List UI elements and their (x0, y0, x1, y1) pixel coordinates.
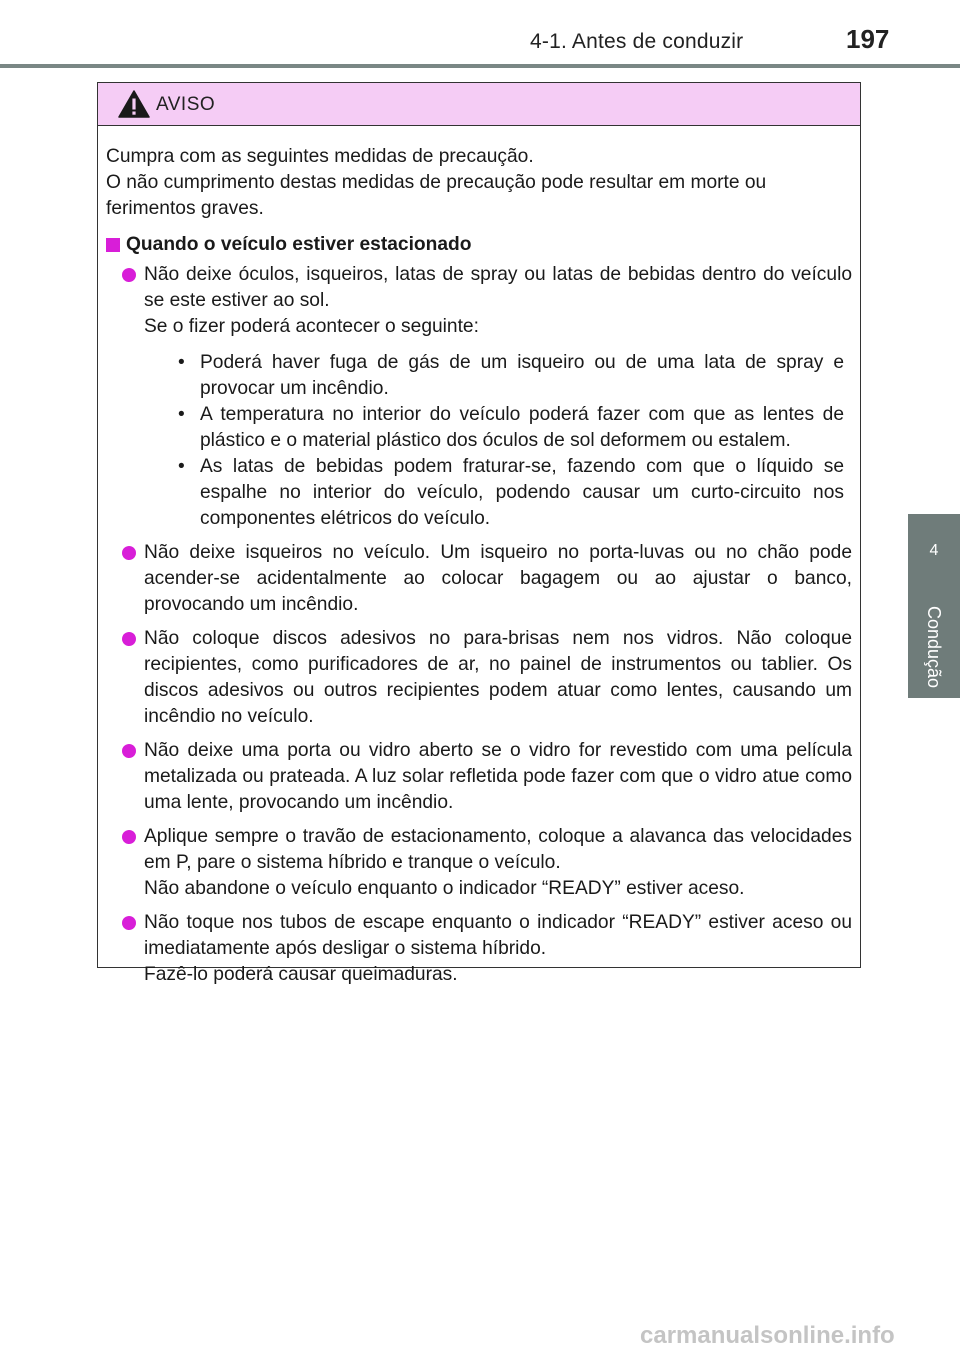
header-divider (0, 64, 960, 68)
item-text: Se o fizer poderá acontecer o seguinte: (144, 316, 479, 337)
warning-box (97, 82, 861, 985)
consequence-item (144, 350, 852, 402)
warning-header (98, 83, 860, 126)
precaution-item (106, 626, 852, 730)
dot-bullet-icon: • (178, 456, 185, 477)
intro-line: O não cumprimento destas medidas de precaução pode resultar em morte ou ferimentos graves. (106, 172, 767, 219)
dot-bullet-icon: • (178, 352, 185, 373)
warning-title: AVISO (156, 94, 216, 115)
subheading-text: Quando o veículo estiver estacionado (126, 234, 472, 255)
chapter-number: 4 (929, 542, 939, 559)
round-bullet-icon (122, 546, 136, 560)
item-text: Não deixe óculos, isqueiros, latas de spray ou latas de bebidas dentro do veículo se este estiver ao sol. (144, 264, 852, 311)
precaution-item (106, 824, 852, 902)
round-bullet-icon (122, 268, 136, 282)
square-bullet-icon (106, 238, 120, 252)
round-bullet-icon (122, 830, 136, 844)
warning-body (98, 126, 860, 988)
item-text: Aplique sempre o travão de estacionamento, coloque a alavanca das velocidades em P, pare o sistema híbrido e tranque o veículo. (144, 826, 852, 873)
precaution-item (106, 262, 852, 532)
consequence-item (144, 402, 852, 454)
round-bullet-icon (122, 632, 136, 646)
warning-triangle-icon (118, 89, 150, 119)
consequence-text: A temperatura no interior do veículo poderá fazer com que as lentes de plástico e o material plástico dos óculos de sol deformem ou estalem. (200, 404, 844, 451)
intro-line: Cumpra com as seguintes medidas de precaução. (106, 146, 534, 167)
consequence-text: Poderá haver fuga de gás de um isqueiro ou de uma lata de spray e provocar um incêndio. (200, 352, 844, 399)
consequence-item (144, 454, 852, 532)
round-bullet-icon (122, 916, 136, 930)
section-title: 4-1. Antes de conduzir (530, 30, 744, 53)
subheading (106, 232, 852, 258)
precaution-item (106, 738, 852, 816)
item-text: Fazê-lo poderá causar queimaduras. (144, 964, 458, 985)
precaution-item (106, 910, 852, 988)
page-number: 197 (846, 24, 890, 54)
item-text: Não coloque discos adesivos no para-brisas nem nos vidros. Não coloque recipientes, como purificadores de ar, no painel de instrumentos ou tablier. Os discos adesivos ou outros recipientes podem atuar como lentes, causando um incêndio no veículo. (144, 628, 852, 727)
chapter-label: Condução (924, 606, 944, 689)
round-bullet-icon (122, 744, 136, 758)
item-text: Não deixe uma porta ou vidro aberto se o vidro for revestido com uma película metalizada ou prateada. A luz solar refletida pode fazer com que o vidro atue como uma lente, provocando um incêndio. (144, 740, 852, 813)
item-text: Não deixe isqueiros no veículo. Um isqueiro no porta-luvas ou no chão pode acender-se acidentalmente ao colocar bagagem ou ao ajustar o banco, provocando um incêndio. (144, 542, 852, 615)
consequence-text: As latas de bebidas podem fraturar-se, fazendo com que o líquido se espalhe no interior do veículo, podendo causar um curto-circuito nos componentes elétricos do veículo. (200, 456, 844, 529)
item-text: Não toque nos tubos de escape enquanto o indicador “READY” estiver aceso ou imediatamente após desligar o sistema híbrido. (144, 912, 852, 959)
dot-bullet-icon: • (178, 404, 185, 425)
item-text: Não abandone o veículo enquanto o indicador “READY” estiver aceso. (144, 878, 745, 899)
chapter-tab[interactable] (908, 514, 960, 698)
consequence-list (144, 350, 852, 532)
watermark: carmanualsonline.info (640, 1322, 895, 1349)
precaution-item (106, 540, 852, 618)
intro-text (106, 144, 852, 222)
